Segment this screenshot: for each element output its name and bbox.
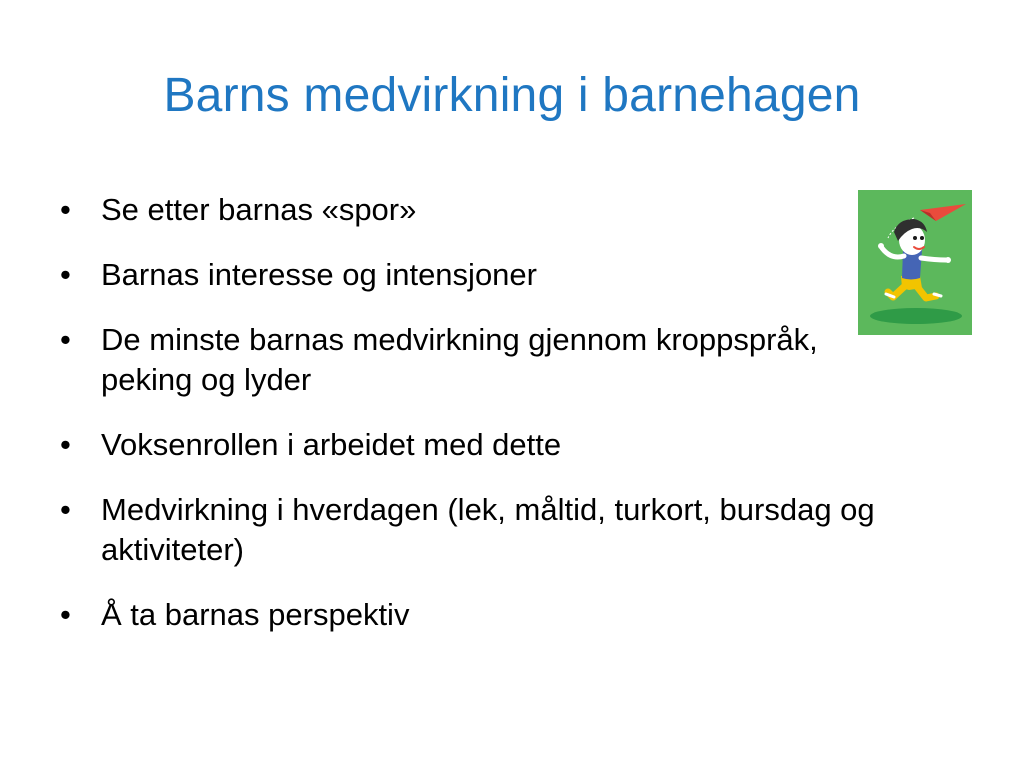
bullet-text: Barnas interesse og intensjoner (101, 257, 537, 292)
bullet-icon: • (60, 492, 71, 527)
bullet-item (56, 255, 966, 295)
bullet-text: Voksenrollen i arbeidet med dette (101, 427, 562, 462)
bullet-item (56, 190, 966, 230)
bullet-icon: • (60, 427, 71, 462)
bullet-icon: • (60, 322, 71, 357)
bullet-text: De minste barnas medvirkning gjennom kroppspråk, peking og lyder (101, 322, 818, 397)
bullet-list (56, 190, 966, 660)
bullet-text: Medvirkning i hverdagen (lek, måltid, turkort, bursdag og aktiviteter) (101, 492, 875, 567)
bullet-icon: • (60, 192, 71, 227)
bullet-item (56, 320, 966, 400)
child-paper-airplane-icon (858, 190, 972, 335)
bullet-icon: • (60, 597, 71, 632)
bullet-text: Å ta barnas perspektiv (101, 597, 410, 632)
bullet-icon: • (60, 257, 71, 292)
bullet-item (56, 490, 966, 570)
slide-title: Barns medvirkning i barnehagen (163, 69, 861, 122)
bullet-item (56, 595, 966, 635)
child-with-paper-airplane-illustration (858, 190, 972, 335)
bullet-item (56, 425, 966, 465)
bullet-text: Se etter barnas «spor» (101, 192, 417, 227)
